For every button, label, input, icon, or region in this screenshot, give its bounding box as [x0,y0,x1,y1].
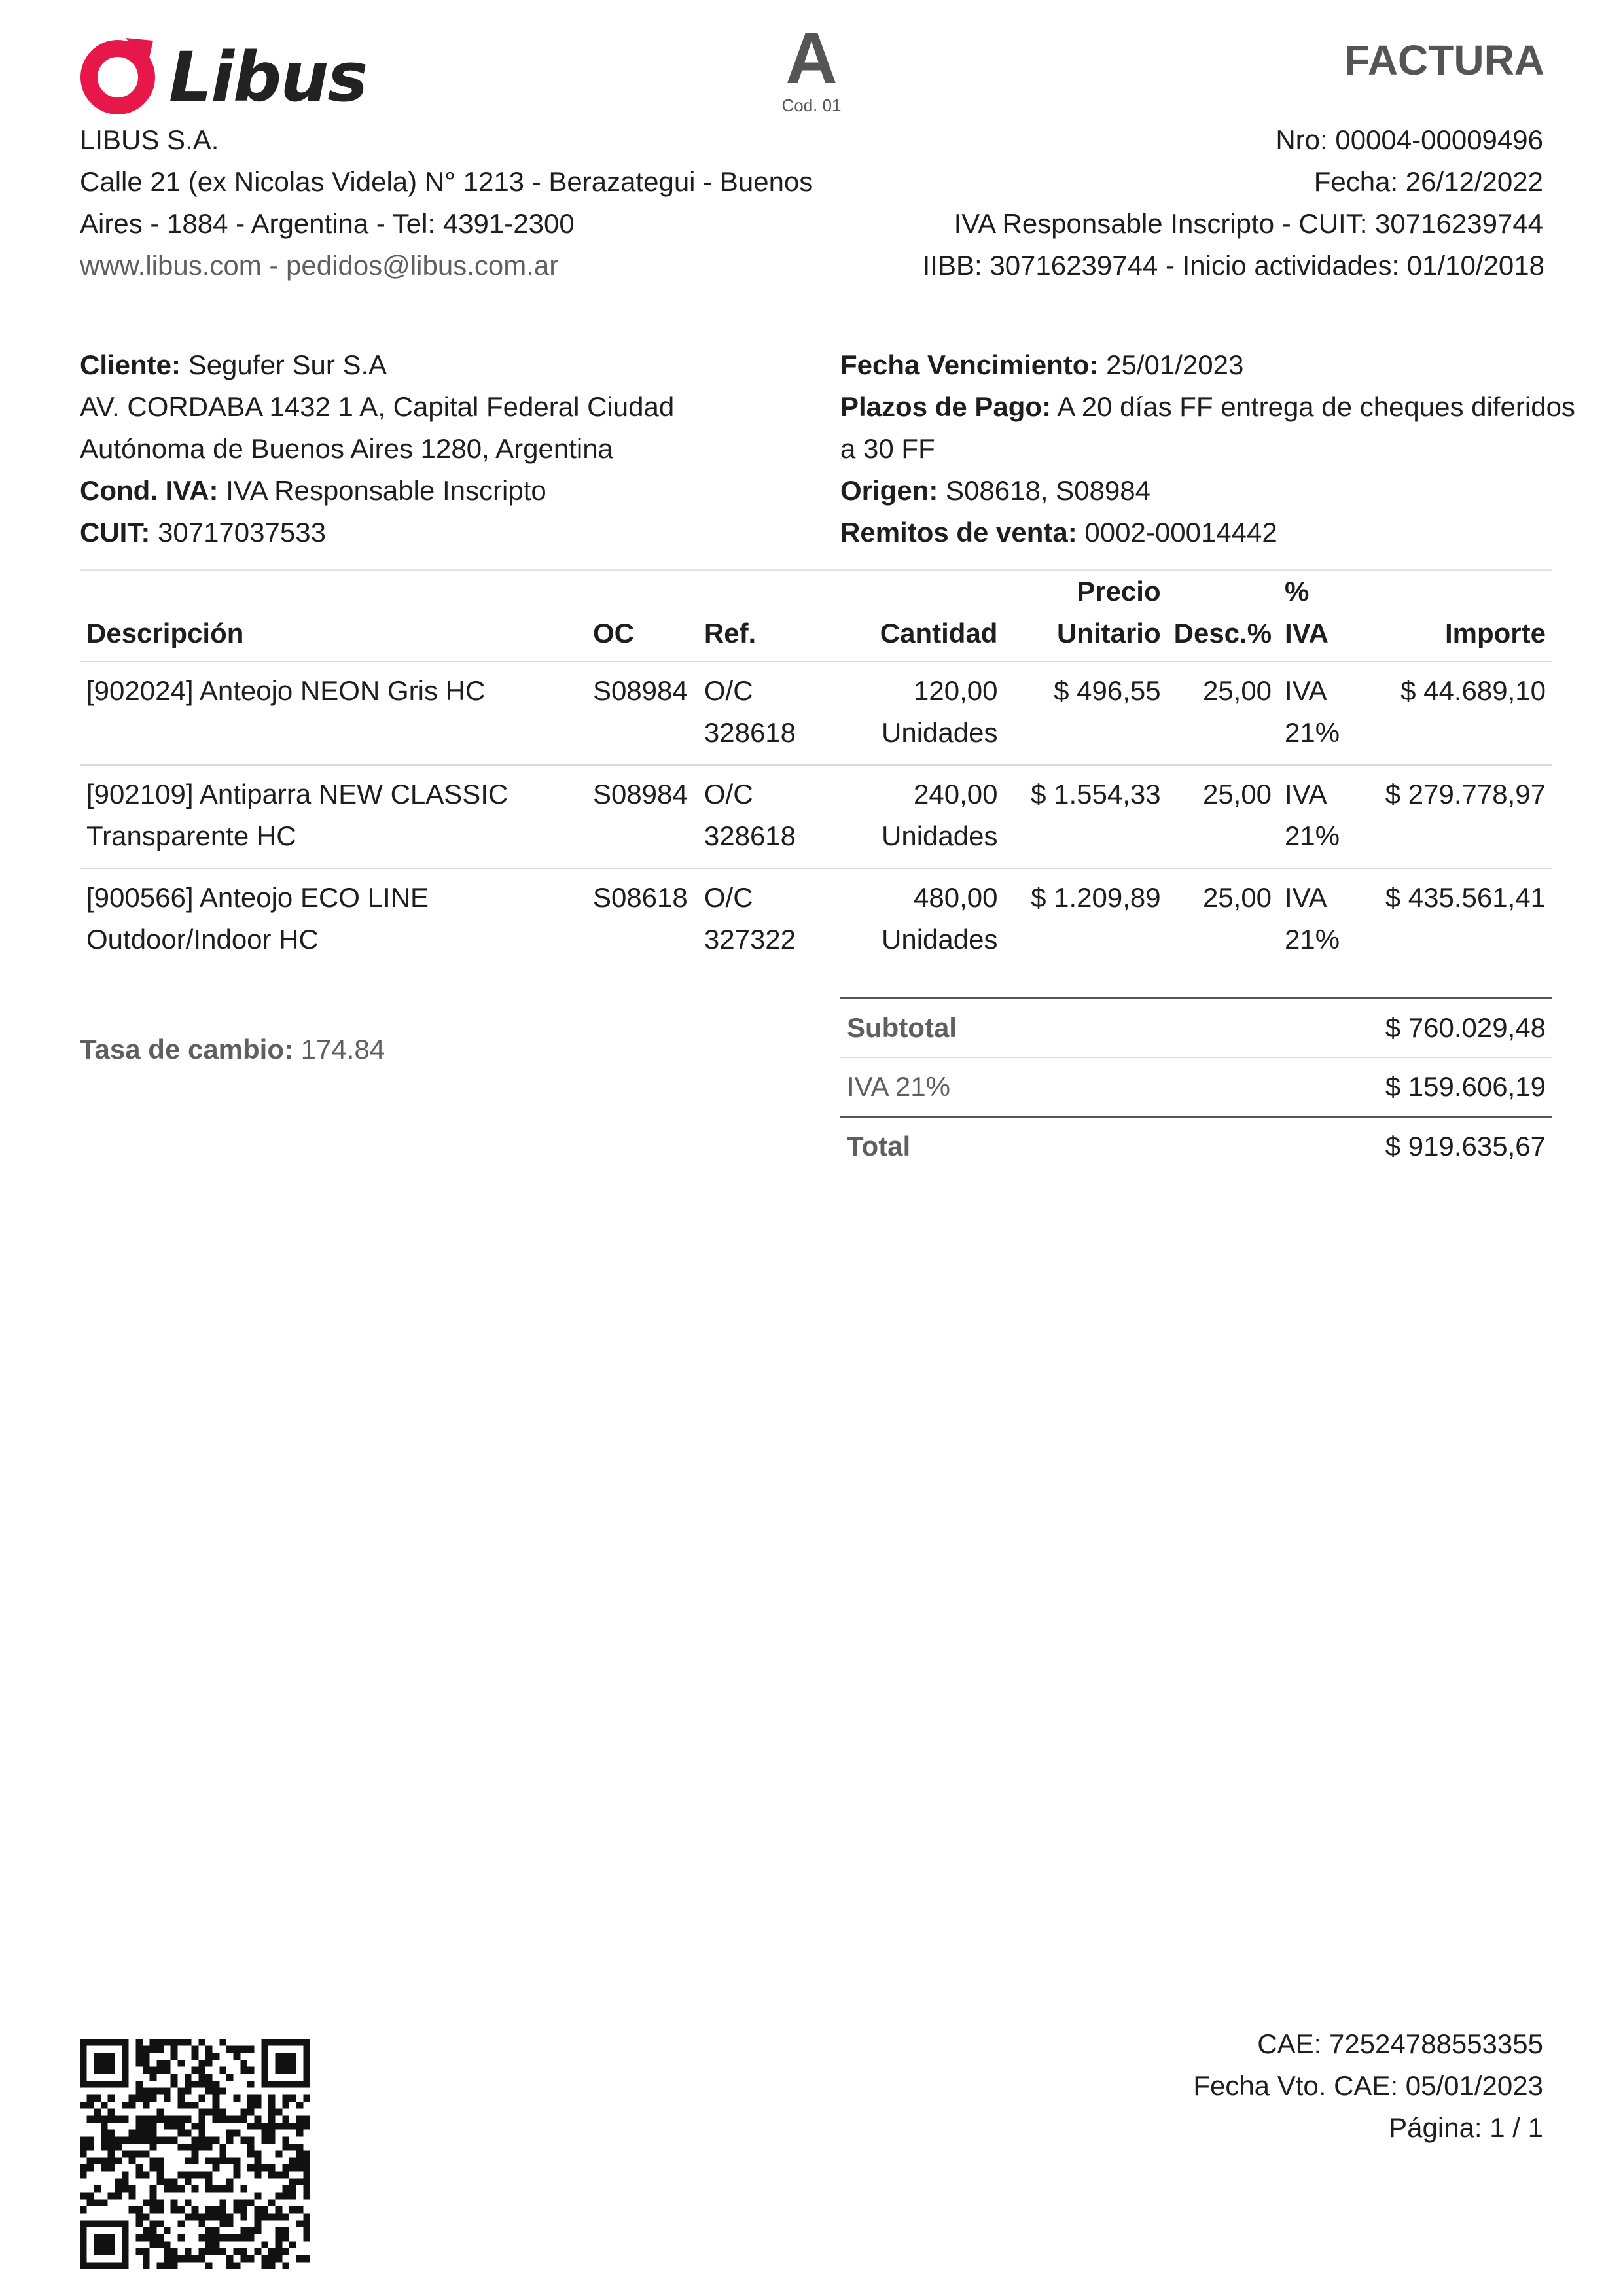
cae-expiry: Fecha Vto. CAE: 05/01/2023 [1193,2070,1543,2101]
ref-line2: 328618 [704,821,796,851]
invoice-code: Cod. 01 [781,96,842,115]
client-value: Segufer Sur S.A [181,349,387,380]
company-web-email[interactable]: www.libus.com - pedidos@libus.com.ar [80,250,559,281]
payment-terms-label: Plazos de Pago: [840,391,1052,422]
cell-amount: $ 279.778,97 [1385,779,1546,809]
iva-line2: 21% [1285,924,1340,955]
cell-amount: $ 435.561,41 [1385,882,1546,913]
invoice-number: Nro: 00004-00009496 [1275,124,1543,155]
cell-discount: 25,00 [1202,675,1272,706]
cell-description [80,765,586,868]
iva-line2: 21% [1285,717,1340,748]
exchange-rate [80,1029,385,1070]
cell-quantity [809,868,1005,971]
afip-qr-code[interactable] [80,2039,310,2269]
client-name [80,344,387,386]
iva-line2: 21% [1285,821,1340,851]
total-row [840,1117,1552,1176]
table-header-row [80,570,1552,662]
delivery-notes-value: 0002-00014442 [1077,517,1277,548]
client-address-line1: AV. CORDABA 1432 1 A, Capital Federal Ciudad [80,391,675,422]
cell-description [80,868,586,971]
cell-iva [1278,765,1370,868]
col-header-ref: Ref. [704,618,757,648]
payment-terms-value: A 20 días FF entrega de cheques diferidos [1051,391,1575,422]
col-header-iva [1278,570,1370,662]
origin [840,470,1150,512]
issuer-iva-cuit: IVA Responsable Inscripto - CUIT: 30716239744 [954,208,1543,239]
company-address-line1: Calle 21 (ex Nicolas Videla) N° 1213 - Berazategui - Buenos [80,166,813,197]
iva-label: IVA 21% [847,1071,950,1102]
iva-row [840,1057,1552,1117]
table-row [80,662,1552,765]
iva-line1: IVA [1285,779,1327,809]
cell-unit-price: $ 1.209,89 [1031,882,1161,913]
table-row [80,868,1552,971]
ref-line1: O/C [704,882,753,913]
client-label: Cliente: [80,349,181,380]
invoice-letter: A [785,18,838,99]
col-header-price-line2: Unitario [1056,618,1161,648]
col-header-discount: Desc.% [1173,618,1272,648]
client-cuit [80,512,326,554]
totals-table [840,997,1552,1175]
client-address-line2: Autónoma de Buenos Aires 1280, Argentina [80,433,613,464]
cell-oc: S08984 [592,779,688,809]
cell-iva [1278,868,1370,971]
description-line1: [902024] Anteojo NEON Gris HC [86,675,486,706]
due-date [840,344,1243,386]
cell-unit-price: $ 1.554,33 [1031,779,1161,809]
col-header-quantity: Cantidad [880,618,998,648]
client-cond-iva [80,470,546,512]
iva-line1: IVA [1285,882,1327,913]
col-header-iva-line1: % [1285,576,1310,607]
table-row [80,765,1552,868]
cond-iva-value: IVA Responsable Inscripto [218,475,546,506]
cell-amount: $ 44.689,10 [1400,675,1546,706]
subtotal-value: $ 760.029,48 [1385,1012,1546,1043]
description-line1: [902109] Antiparra NEW CLASSIC [86,779,508,809]
payment-terms [840,386,1575,428]
cell-quantity [809,662,1005,765]
cell-oc: S08618 [592,882,688,913]
client-cuit-label: CUIT: [80,517,151,548]
cae-number: CAE: 72524788553355 [1257,2028,1543,2059]
due-date-value: 25/01/2023 [1098,349,1244,380]
exchange-rate-value: 174.84 [293,1034,385,1065]
logo-wordmark: Libus [169,37,367,117]
company-address-line2: Aires - 1884 - Argentina - Tel: 4391-2300 [80,208,575,239]
delivery-notes [840,512,1277,554]
col-header-unit-price [1004,570,1167,662]
cell-iva [1278,662,1370,765]
libus-logo-icon [80,34,158,114]
payment-terms-line2: a 30 FF [840,433,935,464]
ref-line2: 327322 [704,924,796,955]
quantity-value: 480,00 [914,882,998,913]
invoice-items-table [80,569,1552,971]
document-title: FACTURA [1344,37,1544,84]
quantity-value: 120,00 [914,675,998,706]
page-number: Página: 1 / 1 [1389,2112,1543,2143]
cell-discount: 25,00 [1202,779,1272,809]
subtotal-row [840,998,1552,1058]
description-line2: Outdoor/Indoor HC [86,924,319,955]
description-line2: Transparente HC [86,821,296,851]
cell-ref [698,868,809,971]
issuer-iibb: IIBB: 30716239744 - Inicio actividades: 01/10/2018 [922,250,1544,281]
cond-iva-label: Cond. IVA: [80,475,219,506]
client-cuit-value: 30717037533 [150,517,326,548]
company-name: LIBUS S.A. [80,124,219,155]
col-header-price-line1: Precio [1077,576,1161,607]
cell-ref [698,765,809,868]
cell-ref [698,662,809,765]
cell-discount: 25,00 [1202,882,1272,913]
invoice-date: Fecha: 26/12/2022 [1313,166,1543,197]
quantity-unit: Unidades [882,821,998,851]
cell-description [80,662,586,765]
ref-line1: O/C [704,675,753,706]
iva-line1: IVA [1285,675,1327,706]
iva-value: $ 159.606,19 [1385,1071,1546,1102]
col-header-description: Descripción [86,618,244,648]
col-header-iva-line2: IVA [1285,618,1329,648]
quantity-unit: Unidades [882,717,998,748]
origin-value: S08618, S08984 [938,475,1150,506]
cell-oc: S08984 [592,675,688,706]
col-header-amount: Importe [1444,618,1546,648]
quantity-unit: Unidades [882,924,998,955]
description-line1: [900566] Anteojo ECO LINE [86,882,429,913]
total-label: Total [847,1131,911,1161]
col-header-oc: OC [592,618,634,648]
cell-unit-price: $ 496,55 [1054,675,1161,706]
ref-line1: O/C [704,779,753,809]
delivery-notes-label: Remitos de venta: [840,517,1077,548]
subtotal-label: Subtotal [847,1012,957,1043]
due-date-label: Fecha Vencimiento: [840,349,1099,380]
cell-quantity [809,765,1005,868]
total-value: $ 919.635,67 [1385,1131,1546,1161]
ref-line2: 328618 [704,717,796,748]
quantity-value: 240,00 [914,779,998,809]
exchange-rate-label: Tasa de cambio: [80,1034,293,1065]
origin-label: Origen: [840,475,938,506]
